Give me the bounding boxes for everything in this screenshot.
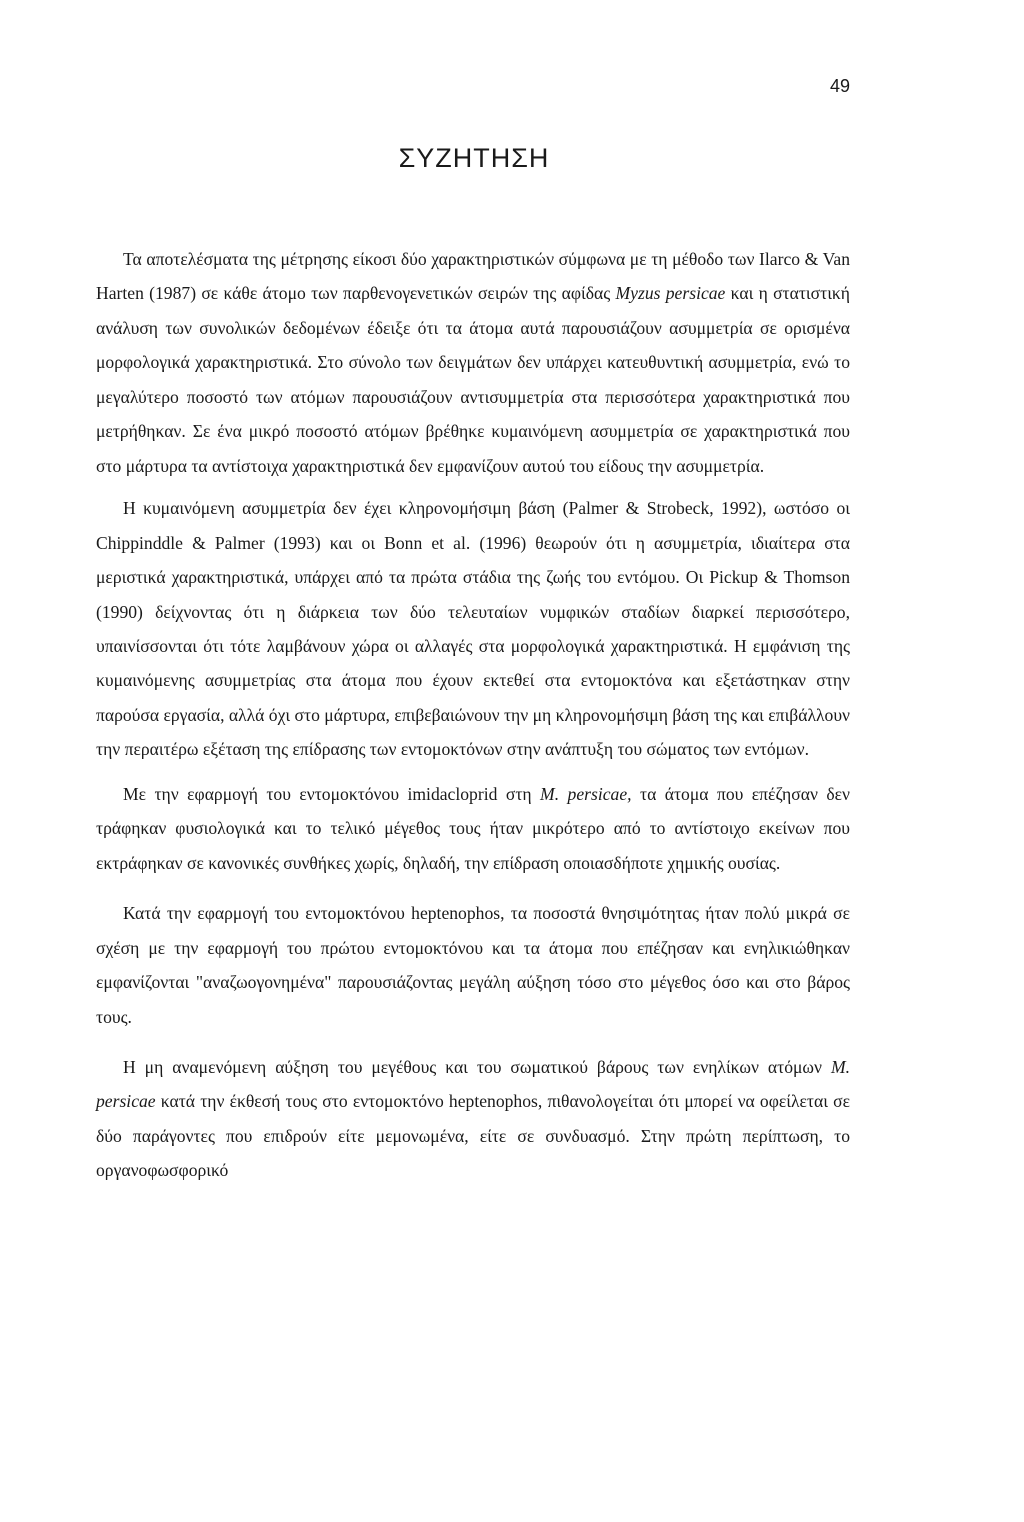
paragraph-results xyxy=(96,242,850,483)
paragraph-text: και η στατιστική ανάλυση των συνολικών δεδομένων έδειξε ότι τα άτομα αυτά παρουσιάζουν ασυμμετρία σε ορισμένα μορφολογικά χαρακτηριστικά. Στο σύνολο των δειγμάτων δεν υπάρχει κατευθυντική ασυμμετρία, ενώ το μεγαλύτερο ποσοστό των ατόμων παρουσιάζουν αντισυμμετρία στα περισσότερα χαρακτηριστικά που μετρήθηκαν. Σε ένα μικρό ποσοστό ατόμων βρέθηκε κυμαινόμενη ασυμμετρία σε χαρακτηριστικά που στο μάρτυρα τα αντίστοιχα χαρακτηριστικά δεν εμφανίζουν αυτού του είδους την ασυμμετρία. xyxy=(96,283,850,476)
paragraph-text: Η μη αναμενόμενη αύξηση του μεγέθους και του σωματικού βάρους των ενηλίκων ατόμων xyxy=(123,1056,831,1077)
species-name: M. persicae xyxy=(96,1056,850,1112)
section-title: ΣΥΖΗΤΗΣΗ xyxy=(398,143,550,173)
paragraph-heptenophos: Κατά την εφαρμογή του εντομοκτόνου heptenophos, τα ποσοστά θνησιμότητας ήταν πολύ μικρά σε σχέση με την εφαρμογή του πρώτου εντομοκτόνου και τα άτομα που επέζησαν και ενηλικιώθηκαν εμφανίζονται "αναζωογονημένα" παρουσιάζοντας μεγάλη αύξηση τόσο στο μέγεθος όσο και στο βάρος τους. xyxy=(96,903,850,1027)
paragraph-fluctuating-asymmetry: Η κυμαινόμενη ασυμμετρία δεν έχει κληρονομήσιμη βάση (Palmer & Strobeck, 1992), ωστόσο οι Chippinddle & Palmer (1993) και οι Bonn et al. (1996) θεωρούν ότι η ασυμμετρία, ιδιαίτερα στα μεριστικά χαρακτηριστικά, υπάρχει από τα πρώτα στάδια της ζωής του εντόμου. Οι Pickup & Thomson (1990) δείχνοντας ότι η διάρκεια των δύο τελευταίων νυμφικών σταδίων διαρκεί περισσότερο, υπαινίσσονται ότι τότε λαμβάνουν χώρα οι αλλαγές στα μορφολογικά χαρακτηριστικά. Η εμφάνιση της κυμαινόμενης ασυμμετρίας στα άτομα που έχουν εκτεθεί στα εντομοκτόνα και εξετάστηκαν στην παρούσα εργασία, αλλά όχι στο μάρτυρα, επιβεβαιώνουν την μη κληρονομήσιμη βάση της και επιβάλλουν την περαιτέρω εξέταση της επίδρασης των εντομοκτόνων στην ανάπτυξη του σώματος των εντόμων. xyxy=(96,498,850,760)
body-text xyxy=(96,242,850,1188)
paragraph-size-increase xyxy=(96,1050,850,1188)
paragraph-imidacloprid xyxy=(96,777,850,880)
paragraph-text: Τα αποτελέσματα της μέτρησης είκοσι δύο χαρακτηριστικών σύμφωνα με τη μέθοδο των Ilarco & Van Harten (1987) σε κάθε άτομο των παρθενογενετικών σειρών της αφίδας xyxy=(96,249,850,304)
species-name: Myzus persicae xyxy=(615,283,726,304)
paragraph-text: κατά την έκθεσή τους στο εντομοκτόνο heptenophos, πιθανολογείται ότι μπορεί να οφείλεται σε δύο παράγοντες που επιδρούν είτε μεμονωμένα, είτε σε συνδυασμό. Στην πρώτη περίπτωση, το οργανοφωσφορικό xyxy=(96,1091,850,1181)
paragraph-text: τα άτομα που επέζησαν δεν τράφηκαν φυσιολογικά και το τελικό μέγεθος τους ήταν μικρότερο από το αντίστοιχο εκείνων που εκτράφηκαν σε κανονικές συνθήκες χωρίς, δηλαδή, την επίδραση οποιασδήποτε χημικής ουσίας. xyxy=(96,783,850,873)
species-name: M. persicae, xyxy=(540,783,632,804)
page-number: 49 xyxy=(829,76,850,96)
paragraph-text: Με την εφαρμογή του εντομοκτόνου imidacloprid στη xyxy=(123,783,541,804)
